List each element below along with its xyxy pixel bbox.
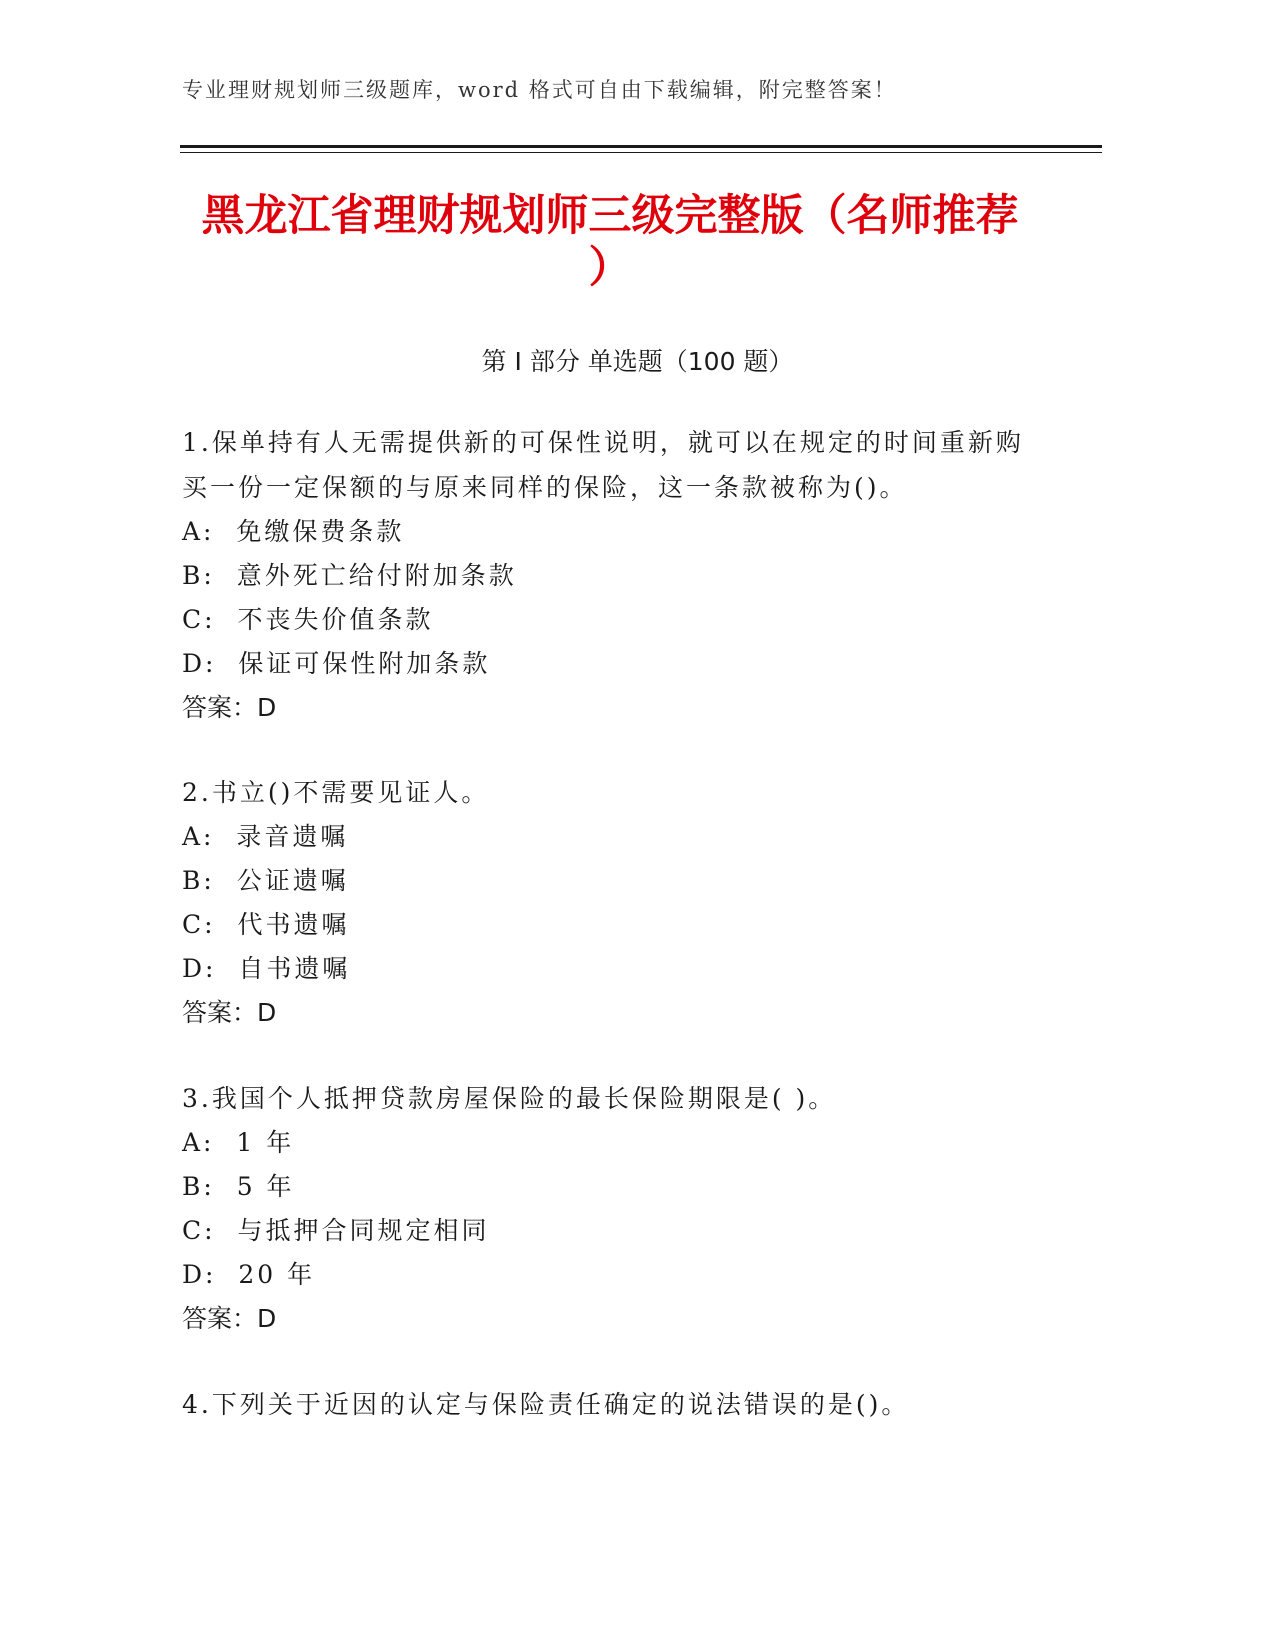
question-3-answer: 答案：D (182, 1304, 277, 1333)
question-4 (182, 1382, 1062, 1427)
question-3-option-a: A: 1 年 (182, 1128, 295, 1157)
question-4-stem: 4.下列关于近因的认定与保险责任确定的说法错误的是()。 (182, 1390, 910, 1419)
question-3-option-d: D: 20 年 (182, 1260, 316, 1289)
header-rule-thin (180, 152, 1102, 153)
question-2-option-d: D: 自书遗嘱 (182, 954, 351, 983)
question-1-option-d: D: 保证可保性附加条款 (182, 649, 491, 678)
question-2-stem: 2.书立()不需要见证人。 (182, 778, 490, 807)
question-1-option-c: C: 不丧失价值条款 (182, 605, 434, 634)
question-1-option-a: A: 免缴保费条款 (182, 517, 405, 546)
header-note: 专业理财规划师三级题库，word 格式可自由下载编辑，附完整答案！ (182, 78, 897, 102)
section-title: 第 I 部分 单选题（100 题） (481, 347, 794, 376)
question-3-option-b: B: 5 年 (182, 1172, 295, 1201)
question-2 (182, 770, 1062, 1035)
header-rule (180, 145, 1102, 148)
question-1-stem: 1.保单持有人无需提供新的可保性说明，就可以在规定的时间重新购 (182, 428, 1024, 457)
question-1-stem-cont: 买一份一定保额的与原来同样的保险，这一条款被称为()。 (182, 473, 908, 502)
question-1-option-b: B: 意外死亡给付附加条款 (182, 561, 517, 590)
question-2-answer: 答案：D (182, 998, 277, 1027)
question-1-answer: 答案：D (182, 693, 277, 722)
question-2-option-c: C: 代书遗嘱 (182, 910, 350, 939)
question-3-stem: 3.我国个人抵押贷款房屋保险的最长保险期限是( )。 (182, 1084, 837, 1113)
question-1 (182, 420, 1062, 730)
title-line-1: 黑龙江省理财规划师三级完整版（名师推荐 (201, 191, 1019, 241)
question-3-option-c: C: 与抵押合同规定相同 (182, 1216, 490, 1245)
question-3 (182, 1076, 1062, 1341)
document-title (180, 190, 1040, 294)
question-2-option-b: B: 公证遗嘱 (182, 866, 349, 895)
question-2-option-a: A: 录音遗嘱 (182, 822, 349, 851)
title-line-2: ） (588, 243, 632, 293)
